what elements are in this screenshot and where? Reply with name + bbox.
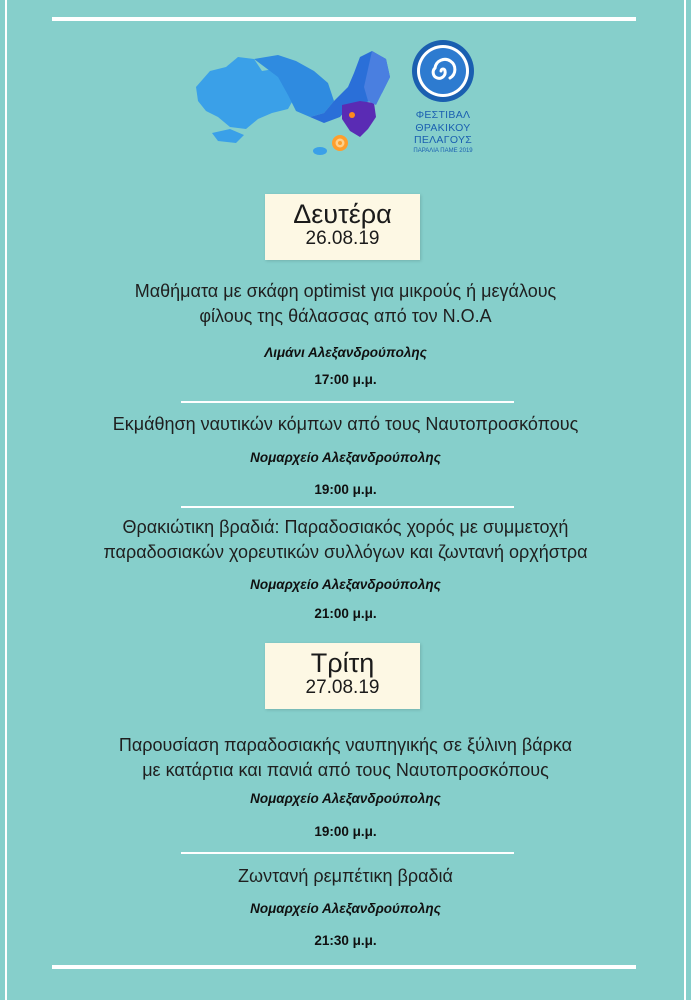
event-title <box>50 864 641 889</box>
event-title-line: Ζωντανή ρεμπέτικη βραδιά <box>238 866 453 886</box>
event-title-line: παραδοσιακών χορευτικών συλλόγων και ζωντανή ορχήστρα <box>103 542 588 562</box>
wave-emblem-icon <box>410 38 476 104</box>
right-border-line <box>684 0 686 1000</box>
event-title-line: Εκμάθηση ναυτικών κόμπων από τους Ναυτοπροσκόπους <box>112 414 579 434</box>
event-time: 17:00 μ.μ. <box>314 372 377 387</box>
day-date: 27.08.19 <box>305 677 380 698</box>
event-place: Νομαρχείο Αλεξανδρούπολης <box>250 577 441 592</box>
event-place: Νομαρχείο Αλεξανδρούπολης <box>250 901 441 916</box>
day-box-monday <box>265 194 420 260</box>
event-title-line: Παρουσίαση παραδοσιακής ναυπηγικής σε ξύλινη βάρκα <box>118 735 573 755</box>
event-title-line: Μαθήματα με σκάφη optimist για μικρούς ή μεγάλους <box>134 281 557 301</box>
map-island-small <box>313 147 327 155</box>
left-border-line <box>5 0 7 1000</box>
event-separator <box>181 852 514 854</box>
festival-logo <box>404 38 482 162</box>
event-separator <box>181 401 514 403</box>
event-title <box>50 733 641 783</box>
map-islands-region <box>212 129 244 143</box>
event-separator <box>181 506 514 508</box>
event-place: Νομαρχείο Αλεξανδρούπολης <box>250 791 441 806</box>
event-title <box>50 412 641 437</box>
event-title-line: φίλους της θάλασσας από τον Ν.Ο.Α <box>199 306 492 326</box>
logo-subtitle: ΠΑΡΑΛΙΑ ΠΑΜΕ 2019 <box>413 147 473 154</box>
event-place: Λιμάνι Αλεξανδρούπολης <box>264 345 427 360</box>
event-time: 21:30 μ.μ. <box>314 933 377 948</box>
event-time: 19:00 μ.μ. <box>314 482 377 497</box>
event-time: 19:00 μ.μ. <box>314 824 377 839</box>
event-title <box>50 279 641 329</box>
logo-text-line-3: ΠΕΛΑΓΟΥΣ <box>413 134 473 146</box>
region-map-graphic <box>192 47 404 163</box>
day-name: Τρίτη <box>310 648 375 678</box>
map-location-dot <box>349 112 355 118</box>
day-name: Δευτέρα <box>293 199 392 229</box>
logo-text-line-1: ΦΕΣΤΙΒΑΛ <box>415 109 471 121</box>
event-place: Νομαρχείο Αλεξανδρούπολης <box>250 450 441 465</box>
event-title-line: Θρακιώτικη βραδιά: Παραδοσιακός χορός με συμμετοχή <box>122 517 569 537</box>
day-box-tuesday <box>265 643 420 709</box>
map-highlight-region <box>342 101 376 137</box>
day-date: 26.08.19 <box>305 228 380 249</box>
event-time: 21:00 μ.μ. <box>314 606 377 621</box>
logo-text-line-2: ΘΡΑΚΙΚΟΥ <box>415 121 471 134</box>
event-title <box>50 515 641 565</box>
event-title-line: με κατάρτια και πανιά από τους Ναυτοπροσκόπους <box>142 760 549 780</box>
bottom-divider <box>52 965 636 969</box>
top-divider <box>52 17 636 21</box>
